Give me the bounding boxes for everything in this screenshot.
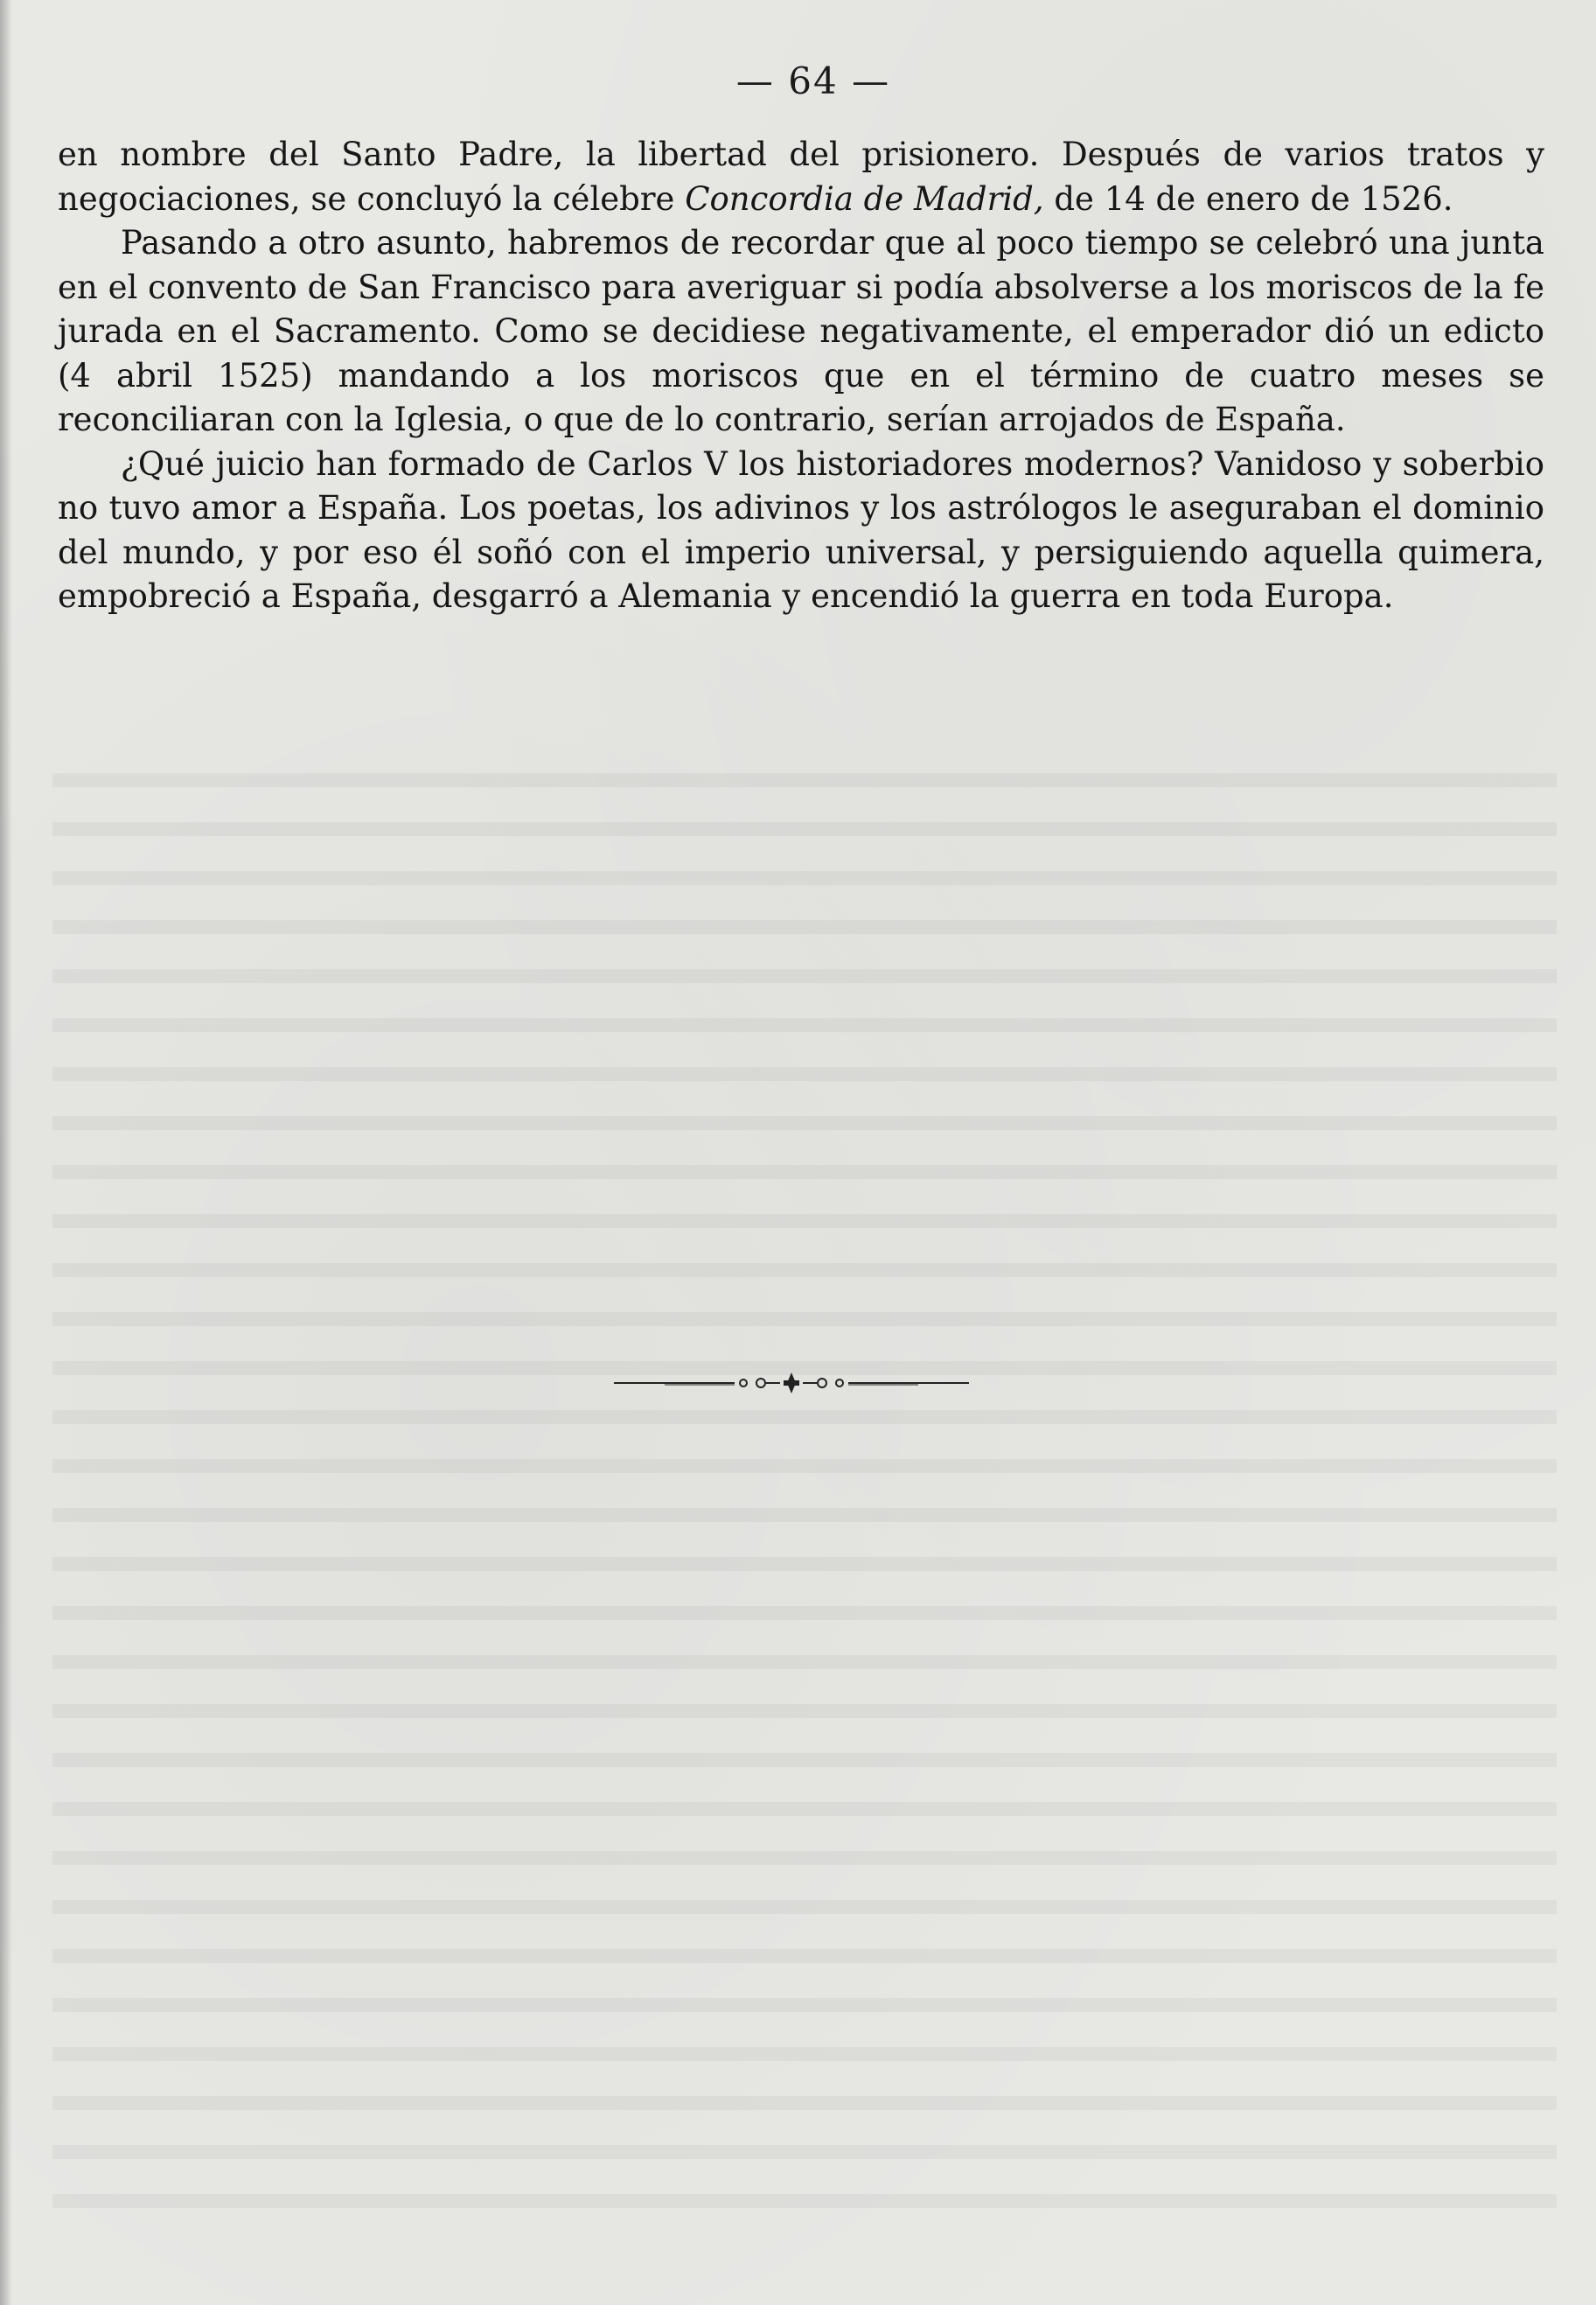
paragraph-1-italic-title: Concordia de Madrid,: [685, 179, 1044, 218]
paragraph-3: ¿Qué juicio han formado de Carlos V los historiadores modernos? Vanidoso y soberbio no tuvo amor a España. Los poetas, los adivinos y los astrólogos le aseguraban el dominio del mundo, y por eso él soñó con el imperio universal, y persiguiendo aquella quimera, empobreció a España, desgarró a Alemania y encendió la guerra en toda Europa.: [58, 444, 1544, 615]
paragraph-1: [58, 133, 1544, 221]
body-text: [58, 133, 1544, 619]
paragraph-2: Pasando a otro asunto, habremos de recordar que al poco tiempo se celebró una junta en el convento de San Francisco para averiguar si podía absolverse a los moriscos de la fe jurada en el Sacramento. Como se decidiese negativamente, el emperador dió un edicto (4 abril 1525) mandando a los moriscos que en el término de cuatro meses se reconciliaran con la Iglesia, o que de lo contrario, serían arrojados de España.: [58, 224, 1544, 438]
paragraph-1-after: de 14 de enero de 1526.: [1043, 179, 1453, 218]
paragraph-1-before: en nombre del Santo Padre, la libertad del prisionero. Después de varios tratos y negociaciones, se concluyó la célebre: [58, 136, 1544, 218]
show-through-texture: [52, 752, 1557, 2239]
page-number: — 64 —: [735, 59, 891, 102]
page-gutter-shadow: [0, 0, 12, 2305]
fleuron-divider-icon: [612, 1369, 971, 1397]
